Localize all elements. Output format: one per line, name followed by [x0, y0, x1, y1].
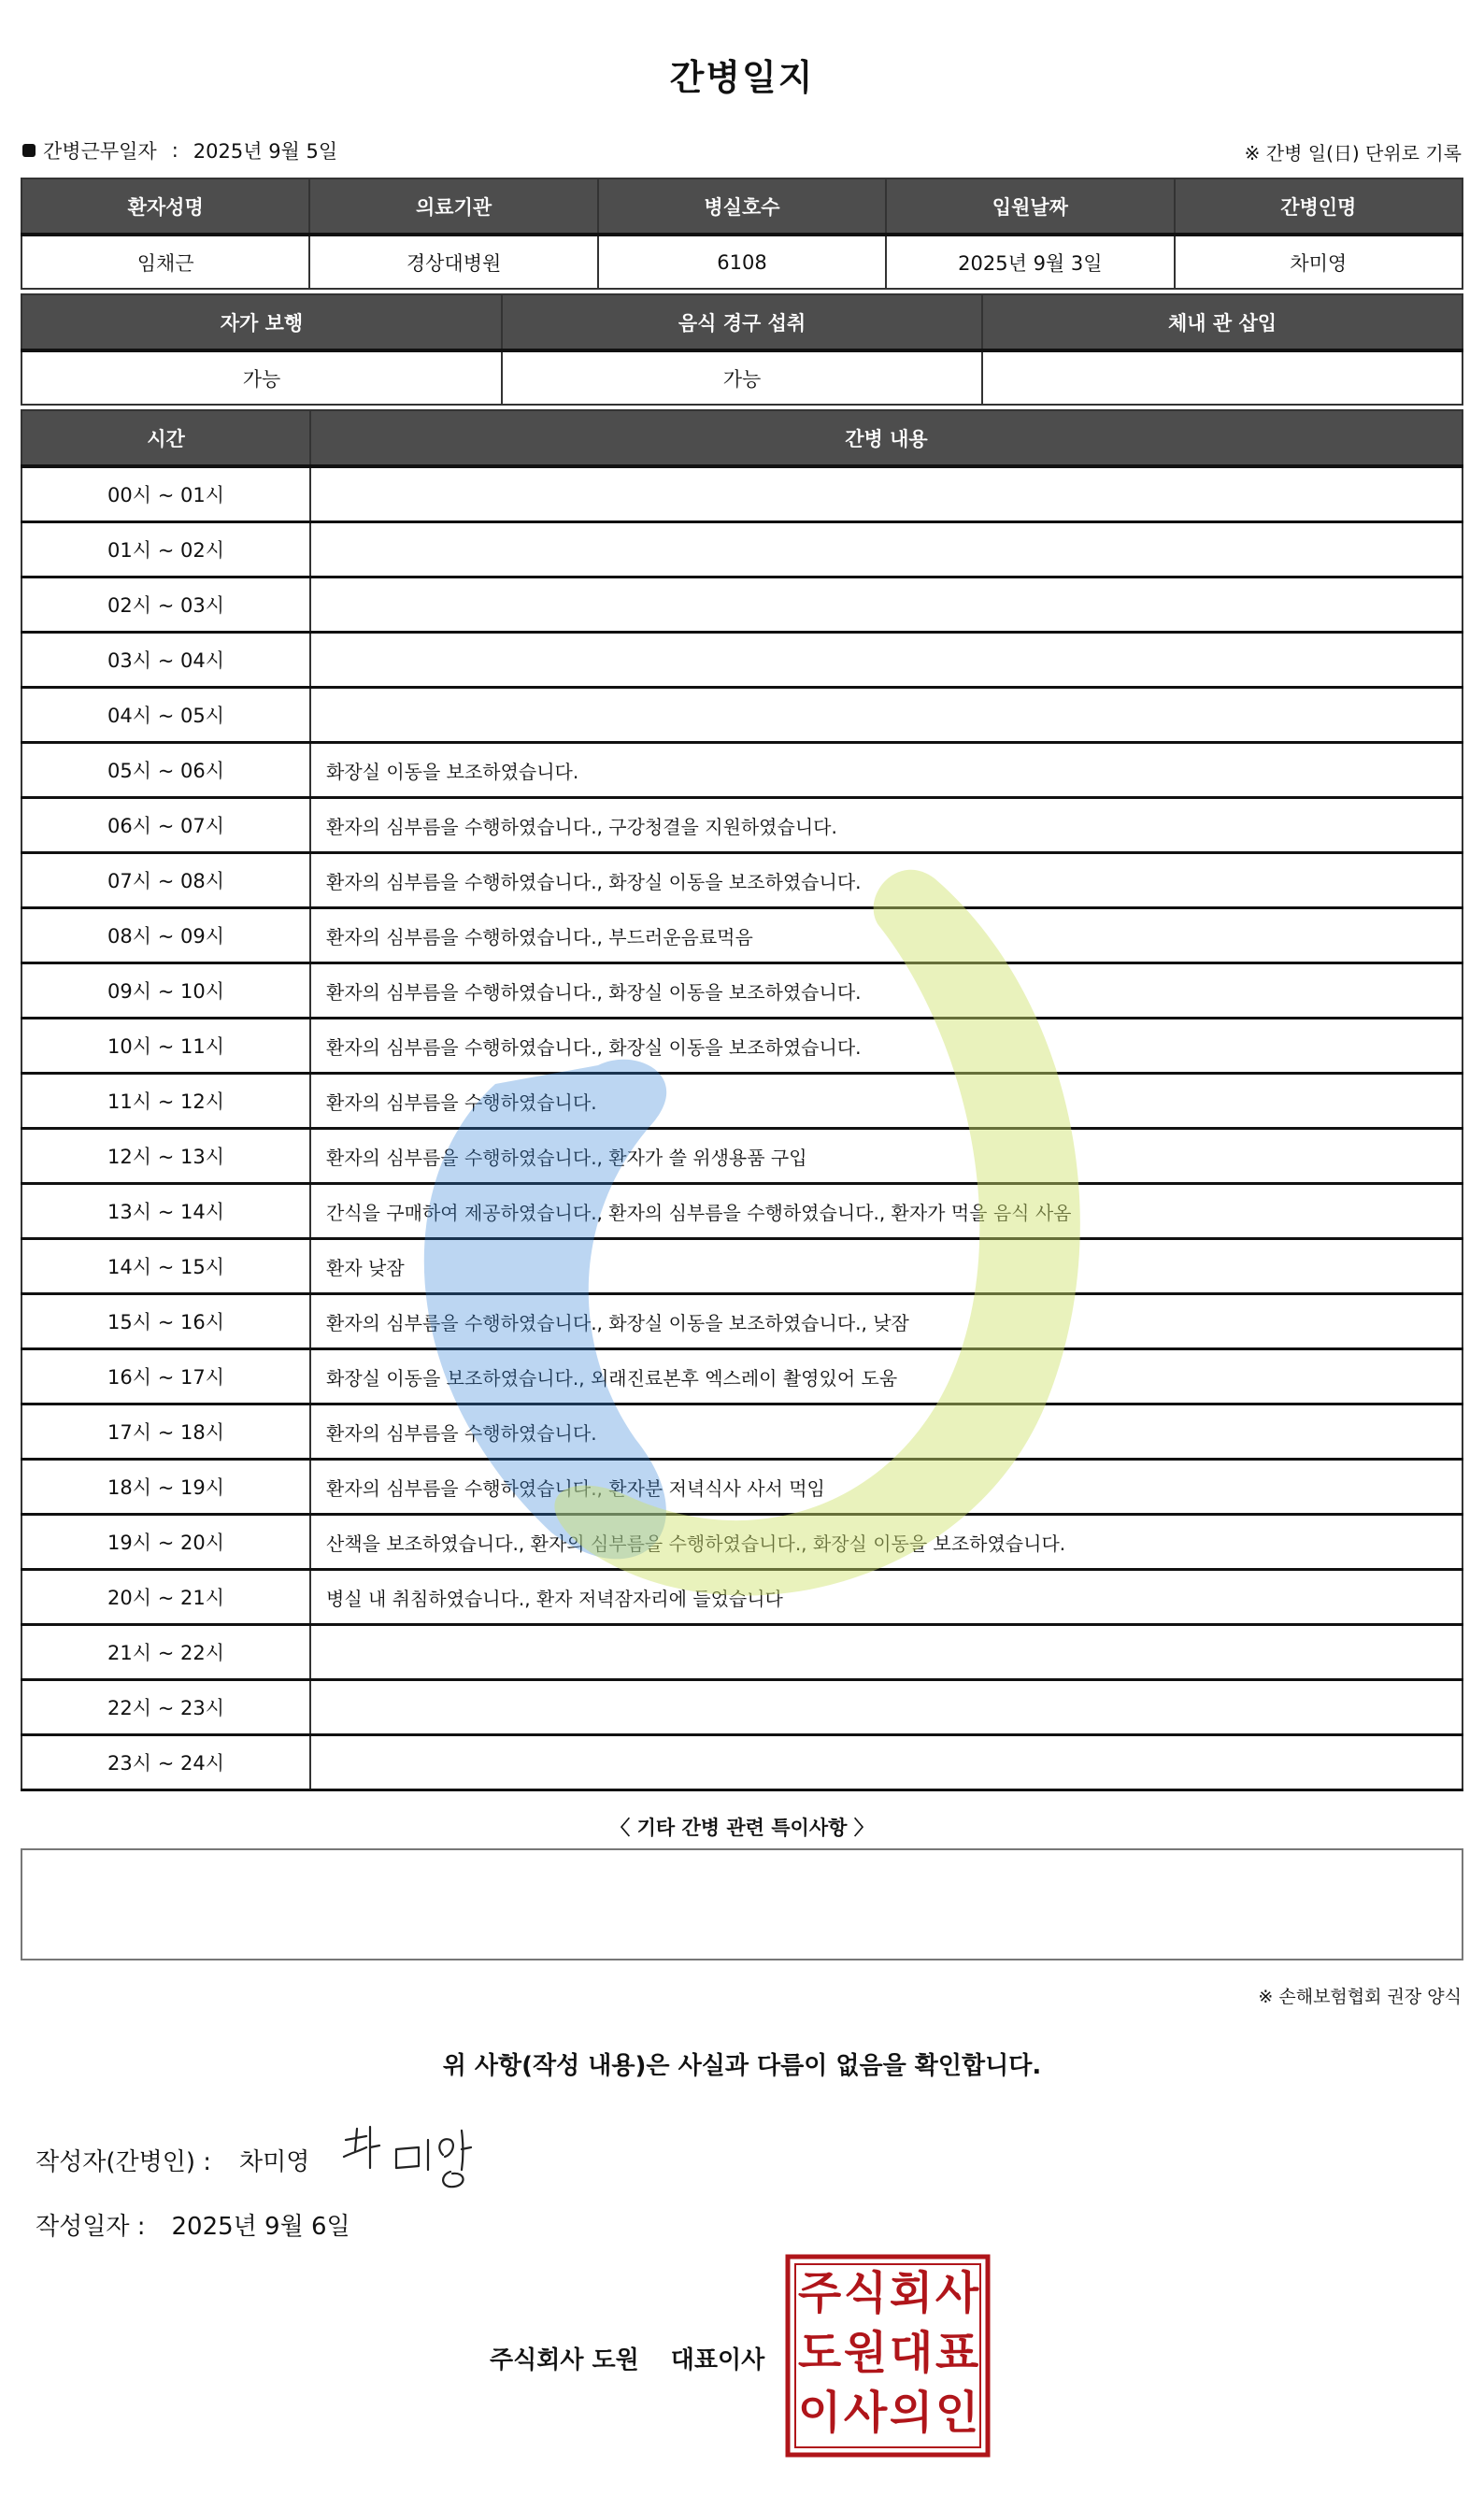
log-time: 20시 ~ 21시 — [21, 1570, 310, 1625]
log-row — [21, 1460, 1463, 1515]
patient-info-header: 의료기관 — [309, 178, 597, 235]
log-time: 18시 ~ 19시 — [21, 1460, 310, 1515]
work-date-label: 간병근무일자 — [43, 140, 157, 163]
log-content — [310, 688, 1463, 743]
log-row — [21, 1184, 1463, 1239]
log-content — [310, 577, 1463, 633]
work-date-separator: : — [171, 139, 178, 162]
seal-character: 사 — [843, 2387, 888, 2439]
patient-info-header: 입원날짜 — [886, 178, 1174, 235]
seal-character: 의 — [889, 2387, 934, 2439]
log-time: 01시 ~ 02시 — [21, 522, 310, 577]
log-content: 병실 내 취침하였습니다., 환자 저녁잠자리에 들었습니다 — [310, 1570, 1463, 1625]
log-row — [21, 577, 1463, 633]
log-row — [21, 1515, 1463, 1570]
log-row — [21, 963, 1463, 1019]
notes-box — [21, 1848, 1463, 1960]
log-time: 21시 ~ 22시 — [21, 1625, 310, 1680]
bullet-icon — [22, 144, 36, 157]
log-content — [310, 466, 1463, 522]
log-time: 05시 ~ 06시 — [21, 743, 310, 798]
patient-info-header: 병실호수 — [598, 178, 886, 235]
handwritten-signature — [338, 2119, 507, 2194]
log-content: 산책을 보조하였습니다., 환자의 심부름을 수행하였습니다., 화장실 이동을 보조하였습니다. — [310, 1515, 1463, 1570]
log-time: 17시 ~ 18시 — [21, 1404, 310, 1460]
log-content — [310, 522, 1463, 577]
patient-info-value: 임채근 — [21, 235, 309, 289]
patient-info-header: 환자성명 — [21, 178, 309, 235]
log-row — [21, 743, 1463, 798]
patient-info-value: 차미영 — [1175, 235, 1463, 289]
ability-header: 자가 보행 — [21, 294, 502, 350]
log-content: 환자의 심부름을 수행하였습니다., 부드러운음료먹음 — [310, 908, 1463, 963]
patient-info-value: 2025년 9월 3일 — [886, 235, 1174, 289]
log-row — [21, 1735, 1463, 1790]
log-row — [21, 853, 1463, 908]
log-row — [21, 1019, 1463, 1074]
log-row — [21, 466, 1463, 522]
seal-character: 인 — [935, 2387, 979, 2439]
log-time: 10시 ~ 11시 — [21, 1019, 310, 1074]
written-date-value: 2025년 9월 6일 — [171, 2213, 350, 2241]
log-row — [21, 798, 1463, 853]
log-time: 23시 ~ 24시 — [21, 1735, 310, 1790]
log-row — [21, 1294, 1463, 1349]
patient-info-table — [21, 178, 1463, 290]
log-row — [21, 522, 1463, 577]
log-time: 09시 ~ 10시 — [21, 963, 310, 1019]
content-column-header: 간병 내용 — [310, 410, 1463, 466]
notes-title: 〈 기타 간병 관련 특이사항 〉 — [610, 1817, 874, 1839]
company-seal — [785, 2254, 991, 2458]
log-time: 11시 ~ 12시 — [21, 1074, 310, 1129]
log-row — [21, 1129, 1463, 1184]
log-row — [21, 1625, 1463, 1680]
company-line — [490, 2341, 764, 2375]
log-time: 13시 ~ 14시 — [21, 1184, 310, 1239]
log-time: 22시 ~ 23시 — [21, 1680, 310, 1735]
work-date-value: 2025년 9월 5일 — [193, 140, 338, 163]
log-content: 환자의 심부름을 수행하였습니다. — [310, 1404, 1463, 1460]
ability-value — [982, 350, 1463, 405]
log-time: 02시 ~ 03시 — [21, 577, 310, 633]
care-log-table — [21, 409, 1463, 1791]
log-content: 환자의 심부름을 수행하였습니다., 화장실 이동을 보조하였습니다. — [310, 963, 1463, 1019]
log-content: 환자의 심부름을 수행하였습니다., 환자분 저녁식사 사서 먹임 — [310, 1460, 1463, 1515]
writer-line — [36, 2143, 309, 2177]
seal-character: 주 — [797, 2267, 842, 2319]
log-time: 19시 ~ 20시 — [21, 1515, 310, 1570]
log-time: 04시 ~ 05시 — [21, 688, 310, 743]
log-time: 08시 ~ 09시 — [21, 908, 310, 963]
seal-character: 대 — [889, 2327, 934, 2379]
log-time: 14시 ~ 15시 — [21, 1239, 310, 1294]
seal-character: 사 — [935, 2267, 979, 2319]
seal-character: 식 — [843, 2267, 888, 2319]
seal-character: 이 — [797, 2387, 842, 2439]
ability-value: 가능 — [21, 350, 502, 405]
unit-note: ※ 간병 일(日) 단위로 기록 — [1244, 142, 1462, 164]
seal-characters — [798, 2267, 979, 2439]
log-row — [21, 688, 1463, 743]
log-time: 15시 ~ 16시 — [21, 1294, 310, 1349]
log-content: 환자의 심부름을 수행하였습니다., 환자가 쓸 위생용품 구입 — [310, 1129, 1463, 1184]
log-content: 환자의 심부름을 수행하였습니다., 구강청결을 지원하였습니다. — [310, 798, 1463, 853]
log-row — [21, 1570, 1463, 1625]
log-content: 환자의 심부름을 수행하였습니다., 화장실 이동을 보조하였습니다., 낮잠 — [310, 1294, 1463, 1349]
log-time: 03시 ~ 04시 — [21, 633, 310, 688]
log-row — [21, 1404, 1463, 1460]
ability-header: 체내 관 삽입 — [982, 294, 1463, 350]
log-content: 간식을 구매하여 제공하였습니다., 환자의 심부름을 수행하였습니다., 환자가 먹을 음식 사옴 — [310, 1184, 1463, 1239]
log-time: 16시 ~ 17시 — [21, 1349, 310, 1404]
patient-info-value: 경상대병원 — [309, 235, 597, 289]
log-content: 환자의 심부름을 수행하였습니다. — [310, 1074, 1463, 1129]
seal-character: 회 — [889, 2267, 934, 2319]
ability-value: 가능 — [502, 350, 982, 405]
work-date — [22, 136, 337, 164]
document-title: 간병일지 — [669, 57, 815, 98]
log-time: 06시 ~ 07시 — [21, 798, 310, 853]
log-content: 화장실 이동을 보조하였습니다., 외래진료본후 엑스레이 촬영있어 도움 — [310, 1349, 1463, 1404]
log-content: 환자의 심부름을 수행하였습니다., 화장실 이동을 보조하였습니다. — [310, 1019, 1463, 1074]
log-content — [310, 633, 1463, 688]
log-time: 07시 ~ 08시 — [21, 853, 310, 908]
patient-info-header: 간병인명 — [1175, 178, 1463, 235]
seal-character: 도 — [797, 2327, 842, 2379]
company-ceo-title: 대표이사 — [670, 2346, 765, 2374]
confirmation-statement: 위 사항(작성 내용)은 사실과 다름이 없음을 확인합니다. — [442, 2052, 1042, 2080]
seal-character: 원 — [843, 2327, 888, 2379]
writer-label: 작성자(간병인) : — [36, 2148, 212, 2176]
form-note: ※ 손해보험협회 권장 양식 — [1258, 1987, 1462, 2007]
ability-header: 음식 경구 섭취 — [502, 294, 982, 350]
log-content — [310, 1680, 1463, 1735]
seal-character: 표 — [935, 2327, 979, 2379]
time-column-header: 시간 — [21, 410, 310, 466]
writer-name: 차미영 — [239, 2148, 310, 2176]
log-content: 환자의 심부름을 수행하였습니다., 화장실 이동을 보조하였습니다. — [310, 853, 1463, 908]
log-content: 화장실 이동을 보조하였습니다. — [310, 743, 1463, 798]
log-row — [21, 633, 1463, 688]
company-name: 주식회사 도원 — [490, 2346, 639, 2374]
log-time: 12시 ~ 13시 — [21, 1129, 310, 1184]
abilities-table — [21, 293, 1463, 406]
written-date-line — [36, 2207, 350, 2242]
patient-info-value: 6108 — [598, 235, 886, 289]
log-row — [21, 1239, 1463, 1294]
log-row — [21, 908, 1463, 963]
log-row — [21, 1074, 1463, 1129]
log-content — [310, 1625, 1463, 1680]
log-content: 환자 낮잠 — [310, 1239, 1463, 1294]
log-content — [310, 1735, 1463, 1790]
log-time: 00시 ~ 01시 — [21, 466, 310, 522]
log-row — [21, 1349, 1463, 1404]
log-row — [21, 1680, 1463, 1735]
written-date-label: 작성일자 : — [36, 2213, 146, 2241]
